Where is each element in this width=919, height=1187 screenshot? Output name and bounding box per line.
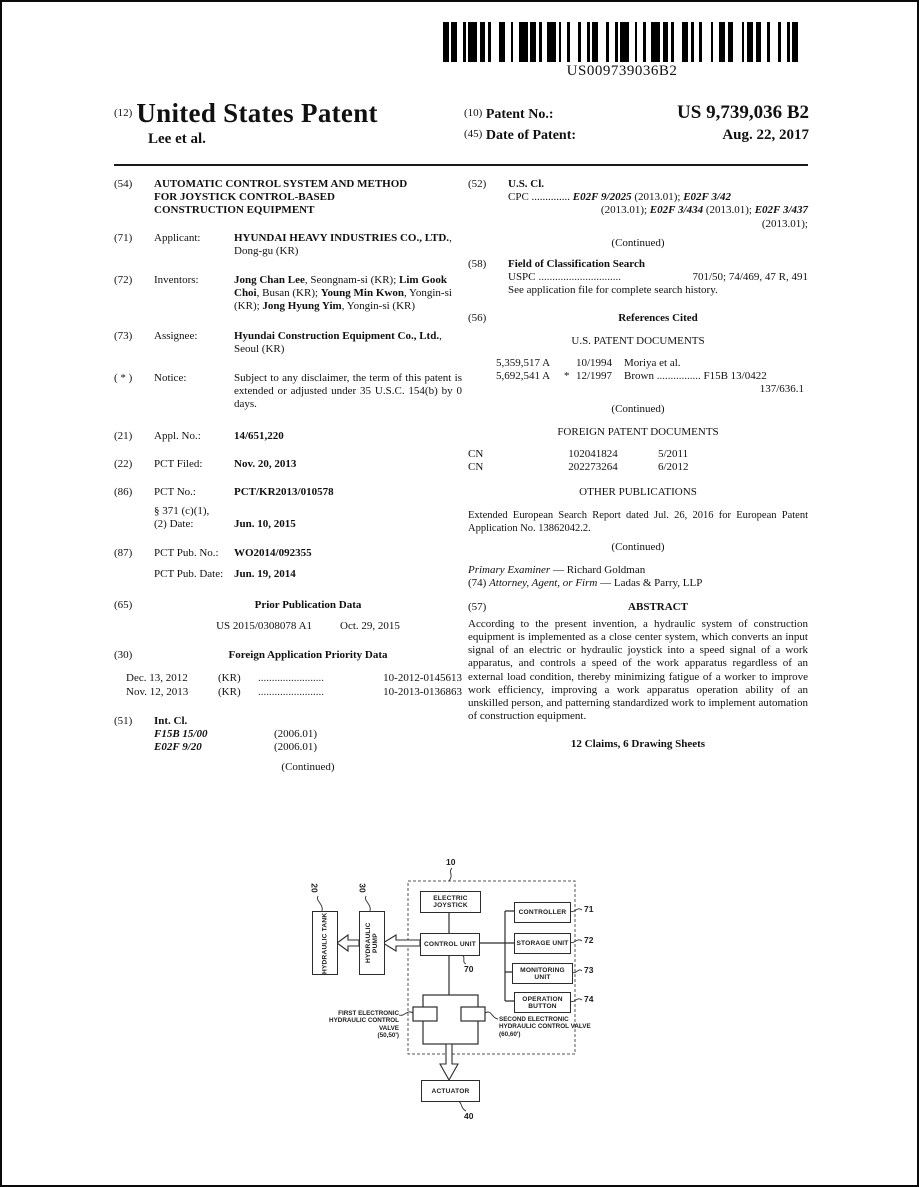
date-of-patent-value: Aug. 22, 2017 bbox=[722, 127, 809, 143]
barcode bbox=[443, 22, 801, 62]
section-pct-filed: (22) PCT Filed: Nov. 20, 2013 bbox=[114, 458, 462, 471]
claims-line: 12 Claims, 6 Drawing Sheets bbox=[570, 737, 706, 750]
hydraulic-pump-box: HYDRAULIC PUMP bbox=[359, 911, 385, 975]
header-rule bbox=[114, 164, 808, 166]
us-cl-heading: U.S. Cl. bbox=[508, 178, 545, 190]
inid-10: (10) bbox=[464, 107, 483, 119]
us-cl-continued: (Continued) bbox=[611, 236, 665, 249]
int-cl-heading: Int. Cl. bbox=[154, 715, 188, 728]
patent-no-label: Patent No.: bbox=[485, 107, 554, 122]
cpc-line-3: (2013.01); bbox=[761, 217, 808, 230]
storage-unit-box: STORAGE UNIT bbox=[514, 933, 571, 954]
inventor-line: Lee et al. bbox=[148, 131, 206, 147]
int-cl-continued: (Continued) bbox=[281, 760, 335, 773]
field-search-heading: Field of Classification Search bbox=[508, 258, 645, 271]
monitoring-unit-box: MONITORING UNIT bbox=[512, 963, 573, 984]
pct-pub-no-value: WO2014/092355 bbox=[234, 546, 312, 559]
section-field-search: (58) Field of Classification Search USPC .............................. 701/50; 74/469, 47 R, 491 See application file for complete search history. bbox=[468, 258, 808, 297]
hydraulic-tank-box: HYDRAULIC TANK bbox=[312, 911, 338, 975]
section-applicant: (71) Applicant: HYUNDAI HEAVY INDUSTRIES CO., LTD., Dong-gu (KR) bbox=[114, 232, 462, 258]
applicant-value: HYUNDAI HEAVY INDUSTRIES CO., LTD., Dong-gu (KR) bbox=[234, 231, 452, 257]
notice-text: Subject to any disclaimer, the term of this patent is extended or adjusted under 35 U.S.C. 154(b) by 0 days. bbox=[234, 372, 462, 411]
prior-pub-heading: Prior Publication Data bbox=[254, 599, 362, 612]
cpc-line-1: CPC .............. E02F 9/2025 (2013.01); E02F 3/42 bbox=[508, 191, 731, 204]
arrow-control-to-pump bbox=[383, 935, 420, 951]
invention-title: AUTOMATIC CONTROL SYSTEM AND METHOD FOR JOYSTICK CONTROL-BASED CONSTRUCTION EQUIPMENT bbox=[154, 178, 408, 217]
controller-box: CONTROLLER bbox=[514, 902, 571, 923]
inventors-value: Jong Chan Lee, Seongnam-si (KR); Lim Gook Choi, Busan (KR); Young Min Kwon, Yongin-si (KR); Jong Hyung Yim, Yongin-si (KR) bbox=[234, 274, 452, 313]
section-pct-pub: (87) PCT Pub. No.: WO2014/092355 PCT Pub. Date: Jun. 19, 2014 bbox=[114, 547, 462, 581]
section-assignee: (73) Assignee: Hyundai Construction Equipment Co., Ltd., Seoul (KR) bbox=[114, 330, 462, 356]
attorney-line: (74) Attorney, Agent, or Firm — Ladas & Parry, LLP bbox=[468, 577, 703, 590]
ref-30: 30 bbox=[357, 883, 368, 893]
other-pubs-heading: OTHER PUBLICATIONS bbox=[579, 486, 697, 499]
arrow-valve-to-actuator bbox=[440, 1044, 458, 1080]
patent-no-value: US 9,739,036 B2 bbox=[677, 102, 809, 123]
ref-10: 10 bbox=[446, 857, 456, 867]
ref-71: 71 bbox=[584, 904, 594, 914]
section-prior-pub: (65) Prior Publication Data US 2015/0308078 A1 Oct. 29, 2015 bbox=[114, 599, 462, 633]
appl-no-value: 14/651,220 bbox=[234, 429, 284, 442]
arrow-pump-to-tank bbox=[337, 935, 359, 951]
header bbox=[114, 98, 809, 148]
section-int-cl: (51) Int. Cl. F15B 15/00 (2006.01) E02F 9/20 (2006.01) (Continued) bbox=[114, 715, 462, 782]
barcode-block bbox=[443, 22, 801, 80]
inid-45: (45) bbox=[464, 128, 483, 140]
cpc-line-2: (2013.01); E02F 3/434 (2013.01); E02F 3/437 bbox=[600, 204, 808, 217]
ref-74: 74 bbox=[584, 994, 594, 1004]
foreign-doc-row: CN 202273264 6/2012 bbox=[468, 461, 689, 474]
abstract-heading: ABSTRACT bbox=[628, 600, 688, 613]
other-pubs-text: Extended European Search Report dated Jul. 26, 2016 for European Patent Application No. 13862042.2. bbox=[468, 509, 808, 534]
section-title: (54) AUTOMATIC CONTROL SYSTEM AND METHOD FOR JOYSTICK CONTROL-BASED CONSTRUCTION EQUIPMENT bbox=[114, 178, 462, 218]
us-doc-row: 5,692,541 A * 12/1997 Brown ................ F15B 13/0422 bbox=[496, 370, 767, 383]
operation-button-box: OPERATION BUTTON bbox=[514, 992, 571, 1013]
pct-no-value: PCT/KR2013/010578 bbox=[234, 486, 334, 499]
control-unit-box: CONTROL UNIT bbox=[420, 933, 480, 956]
section-inventors: (72) Inventors: Jong Chan Lee, Seongnam-si (KR); Lim Gook Choi, Busan (KR); Young Min Kwon, Yongin-si (KR); Jong Hyung Yim, Yongin-si (KR) bbox=[114, 274, 462, 314]
section-foreign-priority: (30) Foreign Application Priority Data Dec. 13, 2012 (KR) ........................ 10-2012-0145613 Nov. 12, 2013 (KR) ........................ 10-2013-0136863 bbox=[114, 649, 462, 698]
ref-70: 70 bbox=[464, 964, 474, 974]
first-valve-box bbox=[413, 1007, 437, 1021]
date-of-patent-label: Date of Patent: bbox=[485, 128, 577, 143]
right-column bbox=[468, 178, 808, 751]
us-doc-row: 5,359,517 A 10/1994 Moriya et al. bbox=[496, 357, 681, 370]
figure-1-diagram bbox=[2, 854, 919, 1184]
header-left bbox=[114, 98, 378, 148]
page-title: United States Patent bbox=[136, 98, 378, 128]
header-right bbox=[464, 102, 809, 147]
section-us-cl: (52) U.S. Cl. CPC .............. E02F 9/2025 (2013.01); E02F 3/42 (2013.01); E02F 3/434 (2013.01); E02F 3/437 (2013.01); bbox=[468, 178, 808, 230]
us-docs-heading: U.S. PATENT DOCUMENTS bbox=[571, 334, 705, 347]
pct-filed-value: Nov. 20, 2013 bbox=[234, 457, 297, 470]
prior-pub-no: US 2015/0308078 A1 bbox=[216, 620, 313, 633]
section-pct-no: (86) PCT No.: PCT/KR2013/010578 § 371 (c)(1), (2) Date: Jun. 10, 2015 bbox=[114, 486, 462, 532]
field-search-note: See application file for complete search history. bbox=[508, 284, 718, 297]
ref-72: 72 bbox=[584, 935, 594, 945]
ref-40: 40 bbox=[464, 1111, 474, 1121]
foreign-doc-row: CN 102041824 5/2011 bbox=[468, 448, 689, 461]
section-other-pubs bbox=[468, 486, 808, 554]
us-doc-class2: 137/636.1 bbox=[759, 383, 804, 396]
electric-joystick-box: ELECTRIC JOYSTICK bbox=[420, 891, 481, 913]
section-appl-no: (21) Appl. No.: 14/651,220 bbox=[114, 430, 462, 443]
actuator-box: ACTUATOR bbox=[421, 1080, 480, 1102]
section-notice: ( * ) Notice: Subject to any disclaimer, the term of this patent is extended or adjusted under 35 U.S.C. 154(b) by 0 days. bbox=[114, 372, 462, 411]
assignee-value: Hyundai Construction Equipment Co., Ltd., Seoul (KR) bbox=[234, 329, 442, 355]
371-date-value: Jun. 10, 2015 bbox=[234, 518, 296, 531]
pct-pub-date-value: Jun. 19, 2014 bbox=[234, 567, 296, 580]
section-abstract: (57) ABSTRACT According to the present invention, a hydraulic system of construction equipment is implemented as a close center system, which converts an input signal of an electric or hydraulic joystick into a speed signal of a work apparatus, and controls a speed of the work apparatus regardless of an external load condition, thereby minimizing fatigue of a worker to improve work efficiency, improving a work apparatus operation ability of an unskilled person, and patterning standardized work to implement automation of construction equipment. 12 Claims, 6 Drawing Sheets bbox=[468, 600, 808, 750]
references-continued: (Continued) bbox=[611, 402, 665, 415]
first-valve-label: FIRST ELECTRONIC HYDRAULIC CONTROL VALVE (50,50') bbox=[329, 1010, 399, 1040]
left-column bbox=[114, 178, 462, 796]
second-valve-box bbox=[461, 1007, 485, 1021]
priority-row: Dec. 13, 2012 (KR) ........................ 10-2012-0145613 bbox=[126, 671, 462, 684]
section-references: (56) References Cited U.S. PATENT DOCUMENTS 5,359,517 A 10/1994 Moriya et al. 5,692,541 A * 12/1997 Brown ................ F15B 13/0422 137/636.1 (Continued) FOREIGN PATENT DOCUMENTS CN 102041824 5/2011 CN 202273264 6/2012 bbox=[468, 312, 808, 475]
inid-12: (12) bbox=[114, 107, 133, 119]
second-valve-label: SECOND ELECTRONIC HYDRAULIC CONTROL VALVE (60,60') bbox=[499, 1016, 591, 1038]
prior-pub-date: Oct. 29, 2015 bbox=[340, 620, 400, 633]
foreign-priority-heading: Foreign Application Priority Data bbox=[228, 649, 388, 662]
foreign-docs-heading: FOREIGN PATENT DOCUMENTS bbox=[557, 425, 719, 438]
priority-row: Nov. 12, 2013 (KR) ........................ 10-2013-0136863 bbox=[126, 685, 462, 698]
examiner-line: Primary Examiner — Richard Goldman bbox=[468, 564, 646, 577]
ref-73: 73 bbox=[584, 965, 594, 975]
ref-20: 20 bbox=[309, 883, 320, 893]
references-heading: References Cited bbox=[618, 311, 698, 324]
abstract-text: According to the present invention, a hydraulic system of construction equipment is implemented as a close center system, which converts an input signal of an electric or hydraulic joystick into a speed signal of a work apparatus, and controls a speed of the work apparatus regardless of an external load condition, thereby minimizing fatigue of a worker to improve work efficiency, improving a work apparatus operation ability of an unskilled person, and patterning standardized work to implement automation of construction equipment. bbox=[468, 617, 808, 723]
uspc-value: 701/50; 74/469, 47 R, 491 bbox=[692, 271, 808, 284]
barcode-text: US009739036B2 bbox=[566, 63, 678, 79]
other-pubs-continued: (Continued) bbox=[611, 541, 665, 554]
